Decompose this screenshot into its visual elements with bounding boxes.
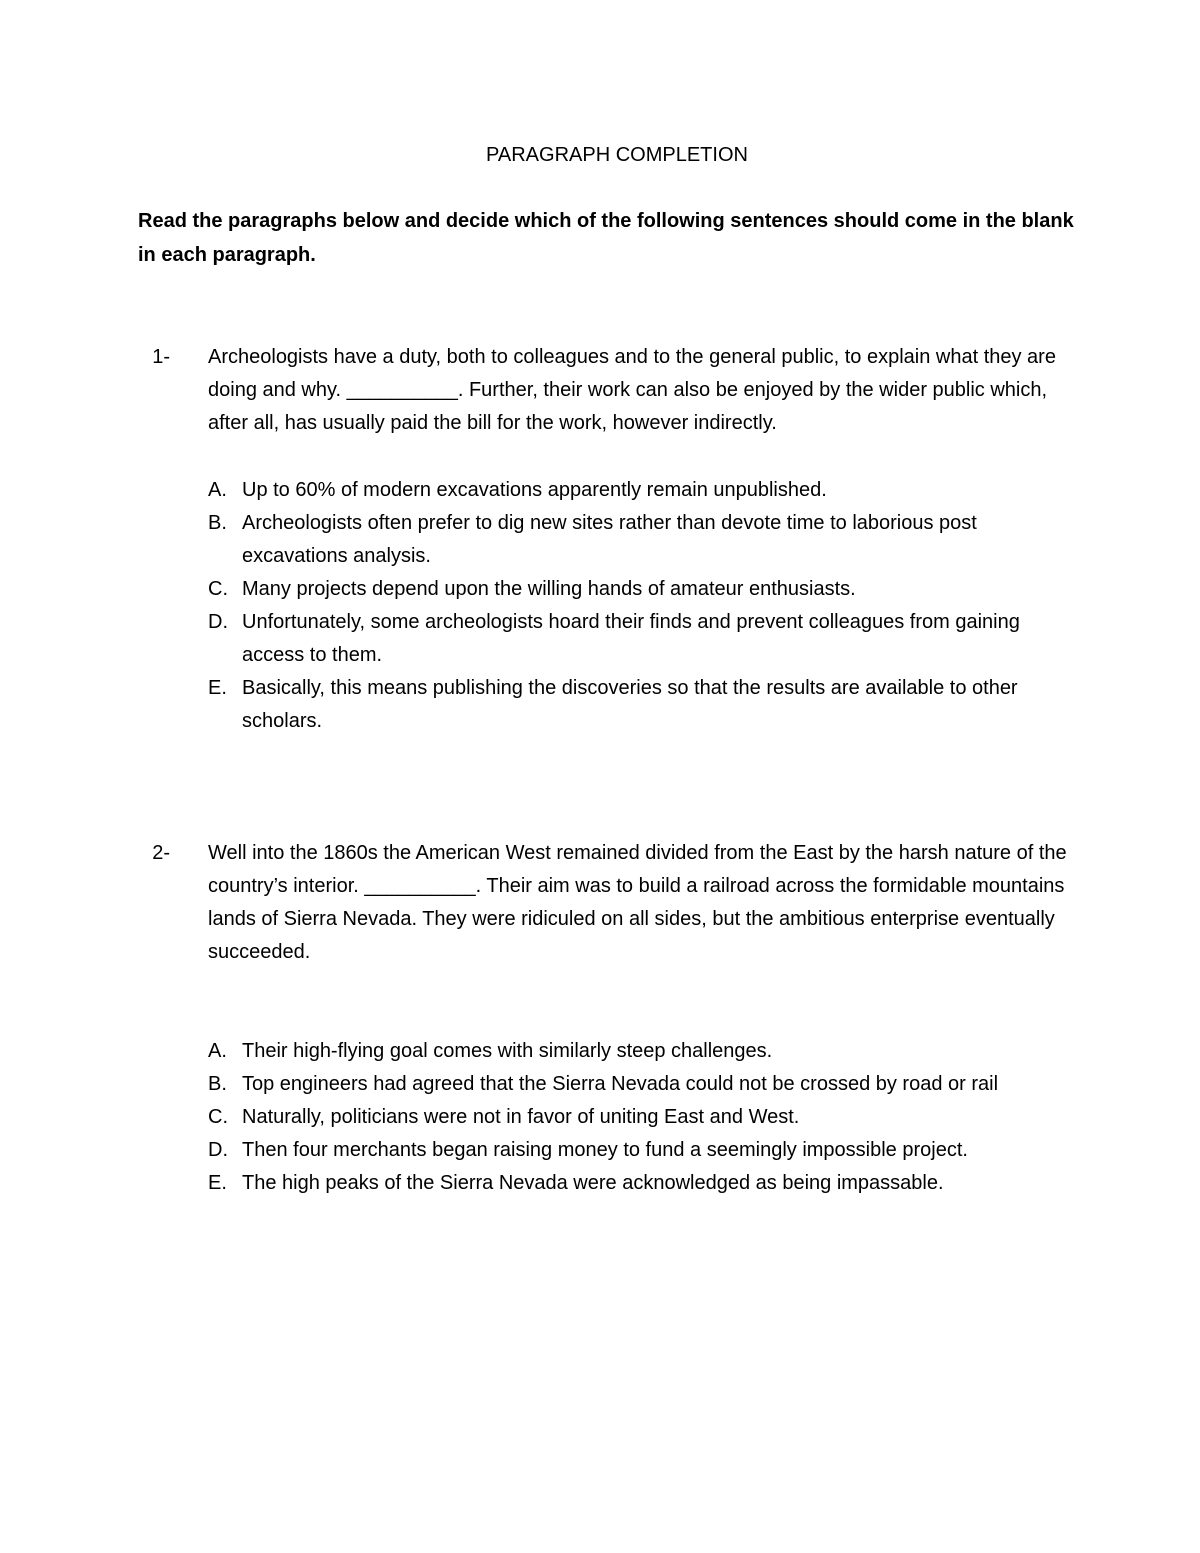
question-1-number: 1- <box>152 346 170 368</box>
option-text: Their high-flying goal comes with similarly steep challenges. <box>242 1040 773 1062</box>
question-1-option-c <box>138 573 1078 606</box>
question-2-option-c <box>138 1101 1078 1134</box>
instructions: Read the paragraphs below and decide which of the following sentences should come in the blank in each paragraph. <box>138 210 1074 266</box>
option-text: Many projects depend upon the willing hands of amateur enthusiasts. <box>242 578 856 600</box>
option-text: Then four merchants began raising money to fund a seemingly impossible project. <box>242 1139 968 1161</box>
question-2-text: Well into the 1860s the American West remained divided from the East by the harsh nature of the country’s interior. __________. Their aim was to build a railroad across the formidable mountains lands of Sierra Nevada. They were ridiculed on all sides, but the ambitious enterprise eventually succeeded. <box>208 842 1067 963</box>
option-text: Up to 60% of modern excavations apparently remain unpublished. <box>242 479 827 501</box>
option-text: Unfortunately, some archeologists hoard their finds and prevent colleagues from gaining access to them. <box>242 611 1020 666</box>
question-2 <box>138 837 1078 1200</box>
question-1-text: Archeologists have a duty, both to colleagues and to the general public, to explain what they are doing and why. __________. Further, their work can also be enjoyed by the wider public which, after all, has usually paid the bill for the work, however indirectly. <box>208 346 1056 434</box>
option-letter: C. <box>208 1106 228 1128</box>
question-2-options <box>138 1035 1078 1200</box>
option-letter: B. <box>208 1073 227 1095</box>
option-text: Archeologists often prefer to dig new sites rather than devote time to laborious post excavations analysis. <box>242 512 977 567</box>
question-2-stem <box>138 837 1078 969</box>
option-text: Basically, this means publishing the discoveries so that the results are available to other scholars. <box>242 677 1018 732</box>
option-text: Top engineers had agreed that the Sierra Nevada could not be crossed by road or rail <box>242 1073 999 1095</box>
question-1-option-a <box>138 474 1078 507</box>
option-letter: A. <box>208 1040 227 1062</box>
question-2-option-d <box>138 1134 1078 1167</box>
question-1 <box>138 341 1078 738</box>
option-letter: B. <box>208 512 227 534</box>
question-1-stem <box>138 341 1078 440</box>
question-2-option-e <box>138 1167 1078 1200</box>
option-letter: D. <box>208 1139 228 1161</box>
option-text: Naturally, politicians were not in favor of uniting East and West. <box>242 1106 800 1128</box>
option-letter: A. <box>208 479 227 501</box>
question-1-option-e <box>138 672 1078 738</box>
page-title: PARAGRAPH COMPLETION <box>486 144 748 166</box>
question-2-option-b <box>138 1068 1078 1101</box>
question-1-option-d <box>138 606 1078 672</box>
question-1-options <box>138 474 1078 738</box>
option-text: The high peaks of the Sierra Nevada were acknowledged as being impassable. <box>242 1172 944 1194</box>
question-2-option-a <box>138 1035 1078 1068</box>
option-letter: E. <box>208 677 227 699</box>
option-letter: C. <box>208 578 228 600</box>
option-letter: D. <box>208 611 228 633</box>
question-1-option-b <box>138 507 1078 573</box>
question-2-number: 2- <box>152 842 170 864</box>
option-letter: E. <box>208 1172 227 1194</box>
